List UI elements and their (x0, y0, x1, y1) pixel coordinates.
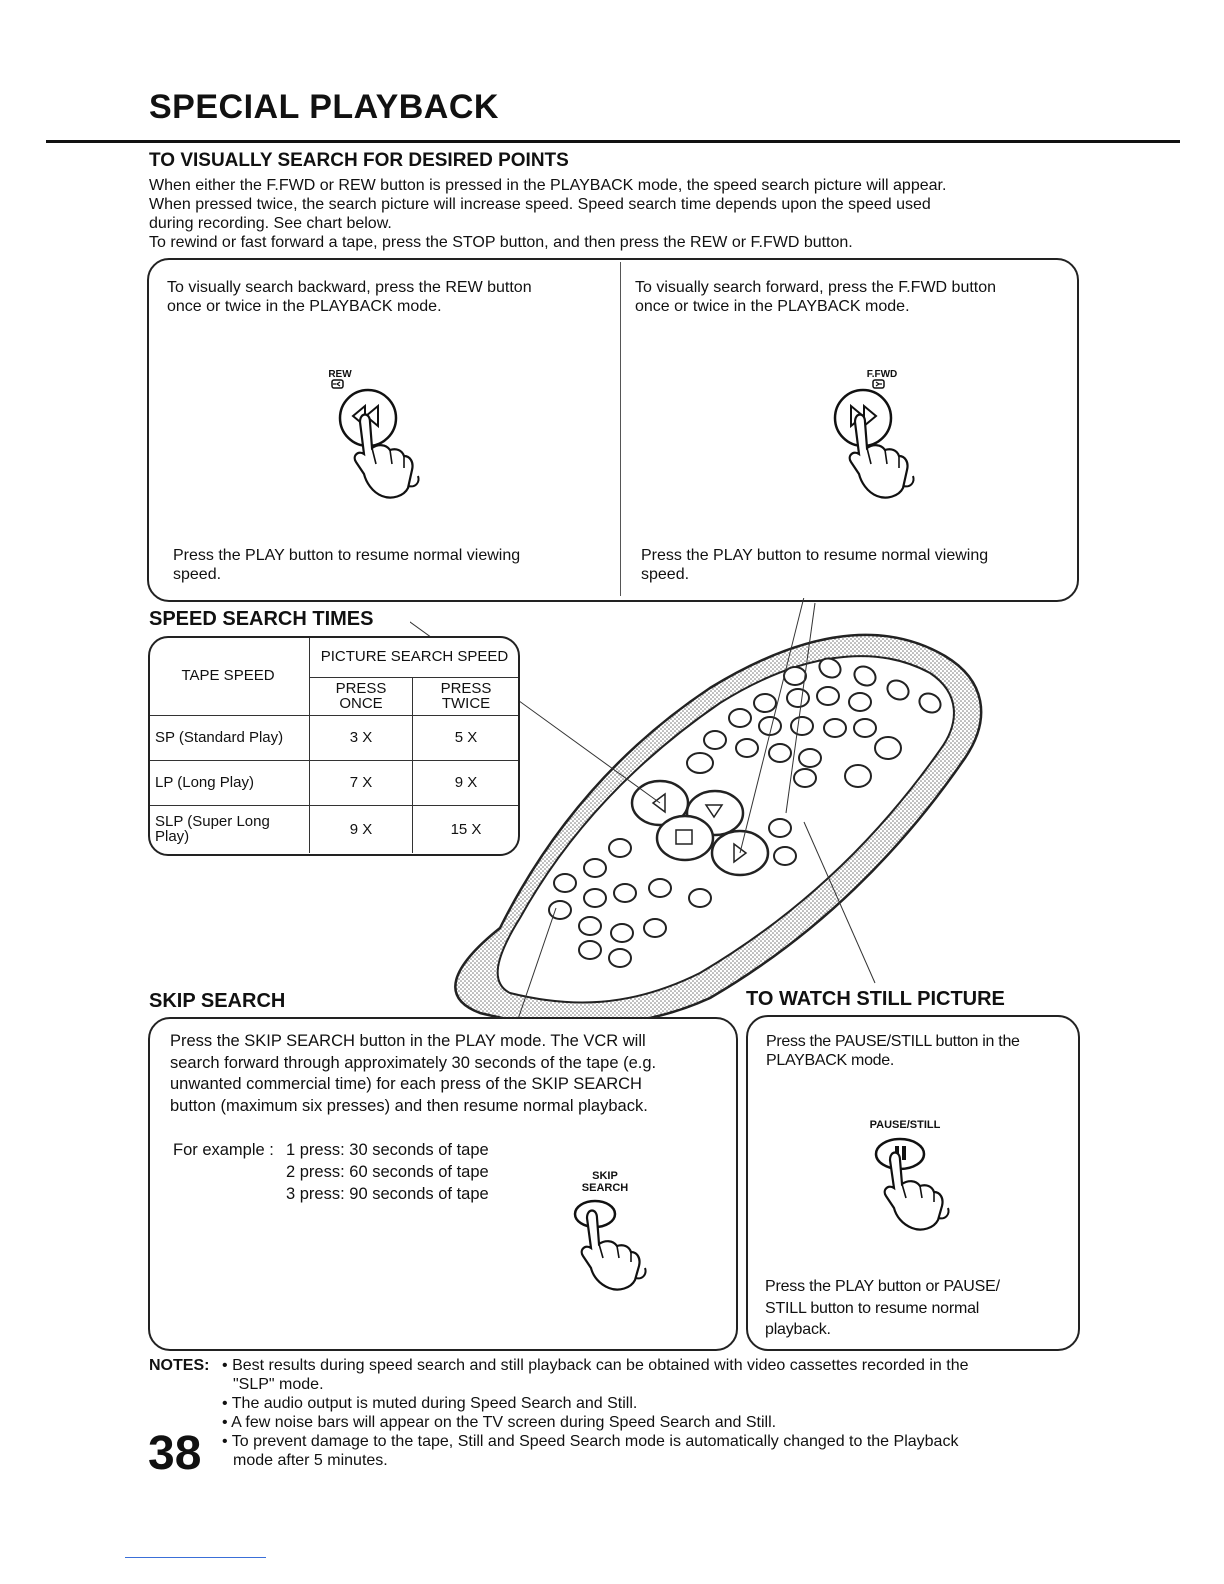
press-once-cell: 3 X (310, 715, 413, 760)
still-resume-line: playback. (765, 1321, 831, 1338)
bottom-underline (125, 1557, 266, 1558)
section-heading-visual-search: TO VISUALLY SEARCH FOR DESIRED POINTS (149, 150, 569, 171)
press-twice-cell: 9 X (413, 760, 520, 805)
paragraph-line: during recording. See chart below. (149, 215, 392, 232)
rew-line: To visually search backward, press the REW button (167, 279, 532, 296)
page-number: 38 (148, 1427, 202, 1480)
tape-speed-cell: SLP (Super Long Play) (149, 805, 310, 853)
rew-button-label: REW (328, 369, 352, 380)
note-text-continued: mode after 5 minutes. (233, 1452, 388, 1469)
still-resume-text (765, 1276, 1000, 1341)
bullet: • (222, 1357, 228, 1374)
skip-word: SKIP (592, 1170, 618, 1182)
skip-line: search forward through approximately 30 seconds of the tape (e.g. (170, 1053, 657, 1072)
still-line: PLAYBACK mode. (766, 1052, 895, 1069)
rew-resume-line: Press the PLAY button to resume normal viewing (173, 547, 521, 564)
note-text: The audio output is muted during Speed Search and Still. (231, 1395, 638, 1412)
still-picture-instructions (766, 1032, 1020, 1070)
note-item (222, 1356, 1082, 1394)
header-press-word: PRESS (335, 680, 387, 697)
ffwd-resume-line: speed. (641, 566, 690, 583)
bullet: • (222, 1414, 228, 1431)
skip-search-press-illustration (565, 1196, 675, 1296)
bullet: • (222, 1395, 228, 1412)
notes-label: NOTES: (149, 1357, 210, 1374)
skip-line: button (maximum six presses) and then resume normal playback. (170, 1096, 648, 1115)
section-heading-speed-search-times: SPEED SEARCH TIMES (149, 608, 374, 630)
still-line: Press the PAUSE/STILL button in the (766, 1033, 1020, 1050)
press-once-cell: 7 X (310, 760, 413, 805)
note-item (222, 1432, 1082, 1470)
rew-instructions (167, 278, 532, 316)
page-title: SPECIAL PLAYBACK (149, 88, 499, 126)
skip-line: Press the SKIP SEARCH button in the PLAY mode. The VCR will (170, 1032, 646, 1050)
note-text: Best results during speed search and still playback can be obtained with video cassettes recorded in the (232, 1357, 969, 1374)
still-resume-line: STILL button to resume normal (765, 1299, 980, 1317)
still-resume-line: Press the PLAY button or PAUSE/ (765, 1278, 1000, 1295)
table-row (149, 760, 519, 805)
skip-example-label: For example : (173, 1141, 274, 1159)
ffwd-resume-text (641, 546, 988, 584)
example-item: 2 press: 60 seconds of tape (286, 1163, 489, 1181)
search-word: SEARCH (581, 1182, 629, 1194)
ffwd-button-label: F.FWD (866, 369, 898, 380)
note-text: A few noise bars will appear on the TV screen during Speed Search and Still. (231, 1414, 777, 1431)
ffwd-instructions (635, 278, 996, 316)
note-item (222, 1413, 1082, 1432)
speed-search-table-box (148, 636, 520, 856)
ffwd-line: once or twice in the PLAYBACK mode. (635, 298, 910, 315)
header-twice-word: TWICE (441, 695, 491, 712)
paragraph-line: When pressed twice, the search picture will increase speed. Speed search time depends upon the speed used (149, 196, 931, 213)
note-text: To prevent damage to the tape, Still and Speed Search mode is automatically changed to the Playback (231, 1433, 959, 1450)
table-row (149, 805, 519, 853)
section-heading-skip-search: SKIP SEARCH (149, 990, 286, 1012)
header-once-word: ONCE (339, 695, 383, 712)
paragraph-line: To rewind or fast forward a tape, press the STOP button, and then press the REW or F.FWD button. (149, 234, 853, 251)
ffwd-press-illustration (815, 378, 925, 503)
rew-resume-line: speed. (173, 566, 222, 583)
notes-list (222, 1356, 1082, 1470)
panel-divider (620, 262, 621, 596)
header-press-once (310, 677, 413, 715)
skip-search-description (170, 1031, 720, 1117)
example-item: 1 press: 30 seconds of tape (286, 1141, 489, 1159)
skip-line: unwanted commercial time) for each press of the SKIP SEARCH (170, 1075, 642, 1093)
header-picture-search-speed: PICTURE SEARCH SPEED (310, 637, 520, 677)
pause-still-button-label: PAUSE/STILL (869, 1119, 941, 1131)
press-twice-cell: 5 X (413, 715, 520, 760)
note-item (222, 1394, 1082, 1413)
section-heading-still-picture: TO WATCH STILL PICTURE (746, 988, 1005, 1010)
header-tape-speed: TAPE SPEED (149, 637, 310, 715)
visual-search-paragraph (149, 176, 1159, 252)
press-once-cell: 9 X (310, 805, 413, 853)
speed-search-table (149, 637, 519, 853)
rew-press-illustration (320, 378, 430, 503)
tape-speed-cell: LP (Long Play) (149, 760, 310, 805)
skip-search-button-label (575, 1170, 635, 1194)
note-text-continued: "SLP" mode. (233, 1376, 324, 1393)
ffwd-resume-line: Press the PLAY button to resume normal viewing (641, 547, 989, 564)
tape-speed-cell: SP (Standard Play) (149, 715, 310, 760)
title-rule (46, 140, 1180, 143)
pause-still-press-illustration (860, 1134, 970, 1234)
rew-resume-text (173, 546, 520, 584)
rew-line: once or twice in the PLAYBACK mode. (167, 298, 442, 315)
skip-example-list (286, 1139, 489, 1205)
header-press-twice (413, 677, 520, 715)
bullet: • (222, 1433, 228, 1450)
example-item: 3 press: 90 seconds of tape (286, 1185, 489, 1203)
table-row (149, 715, 519, 760)
ffwd-line: To visually search forward, press the F.FWD button (635, 279, 997, 296)
header-press-word: PRESS (440, 680, 492, 697)
paragraph-line: When either the F.FWD or REW button is pressed in the PLAYBACK mode, the speed search picture will appear. (149, 177, 947, 194)
press-twice-cell: 15 X (413, 805, 520, 853)
